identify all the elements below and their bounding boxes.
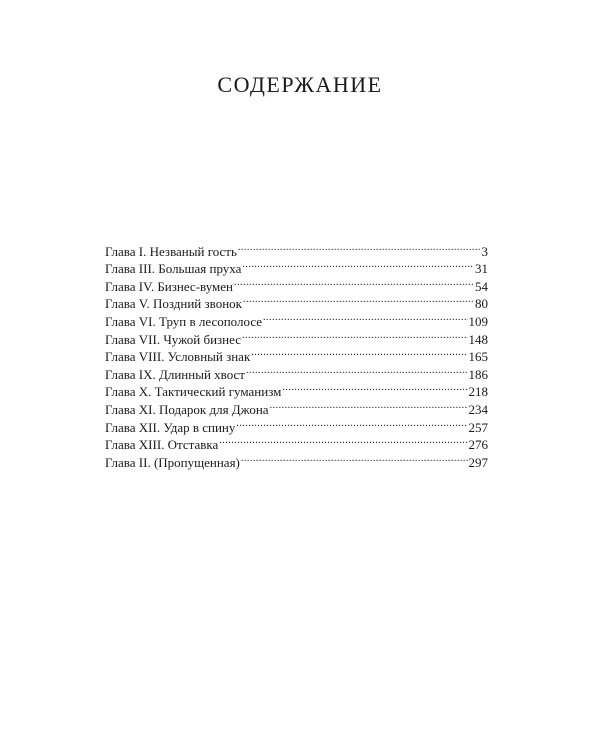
toc-entry-label: Глава XIII. Отставка: [105, 437, 219, 453]
toc-entry-page: 3: [481, 243, 488, 259]
toc-leader-dots: [219, 432, 467, 450]
toc-entry-page: 148: [468, 331, 488, 347]
toc-leader-dots: [270, 396, 468, 414]
toc-entry-page: 297: [468, 454, 488, 470]
toc-entry-label: Глава III. Большая пруха: [105, 261, 242, 277]
toc-entry-label: Глава XI. Подарок для Джона: [105, 401, 269, 417]
toc-entry-page: 109: [468, 313, 488, 329]
toc-entry-page: 257: [468, 419, 488, 435]
toc-entry-page: 31: [475, 261, 488, 277]
toc-entry-page: 165: [468, 349, 488, 365]
toc-entry-page: 276: [468, 437, 488, 453]
toc-leader-dots: [234, 273, 474, 291]
toc-entry-page: 218: [468, 384, 488, 400]
toc-entry-label: Глава I. Незваный гость: [105, 243, 237, 259]
page-title: СОДЕРЖАНИЕ: [217, 72, 383, 97]
toc-leader-dots: [243, 291, 474, 309]
toc-entry-page: 234: [468, 401, 488, 417]
toc-entry-label: Глава V. Поздний звонок: [105, 296, 242, 312]
toc-entry-label: Глава VI. Труп в лесополосе: [105, 313, 263, 329]
toc-entry-label: Глава X. Тактический гуманизм: [105, 384, 282, 400]
toc-leader-dots: [282, 379, 467, 397]
table-of-contents: [105, 238, 488, 470]
toc-entry-page: 54: [475, 278, 488, 294]
toc-leader-dots: [242, 326, 468, 344]
toc-entry-page: 186: [468, 366, 488, 382]
toc-leader-dots: [236, 414, 467, 432]
toc-leader-dots: [246, 361, 468, 379]
toc-leader-dots: [251, 344, 467, 362]
toc-entry: [105, 238, 488, 259]
toc-entry-page: 80: [475, 296, 488, 312]
toc-leader-dots: [242, 256, 474, 274]
toc-leader-dots: [241, 449, 468, 467]
toc-leader-dots: [263, 308, 467, 326]
toc-entry-label: Глава VIII. Условный знак: [105, 349, 251, 365]
toc-entry-label: Глава VII. Чужой бизнес: [105, 331, 241, 347]
toc-entry-label: Глава XII. Удар в спину: [105, 419, 236, 435]
toc-entry-label: Глава IX. Длинный хвост: [105, 366, 245, 382]
toc-entry-label: Глава IV. Бизнес-вумен: [105, 278, 234, 294]
toc-entry-label: Глава II. (Пропущенная): [105, 454, 240, 470]
toc-leader-dots: [238, 238, 481, 256]
